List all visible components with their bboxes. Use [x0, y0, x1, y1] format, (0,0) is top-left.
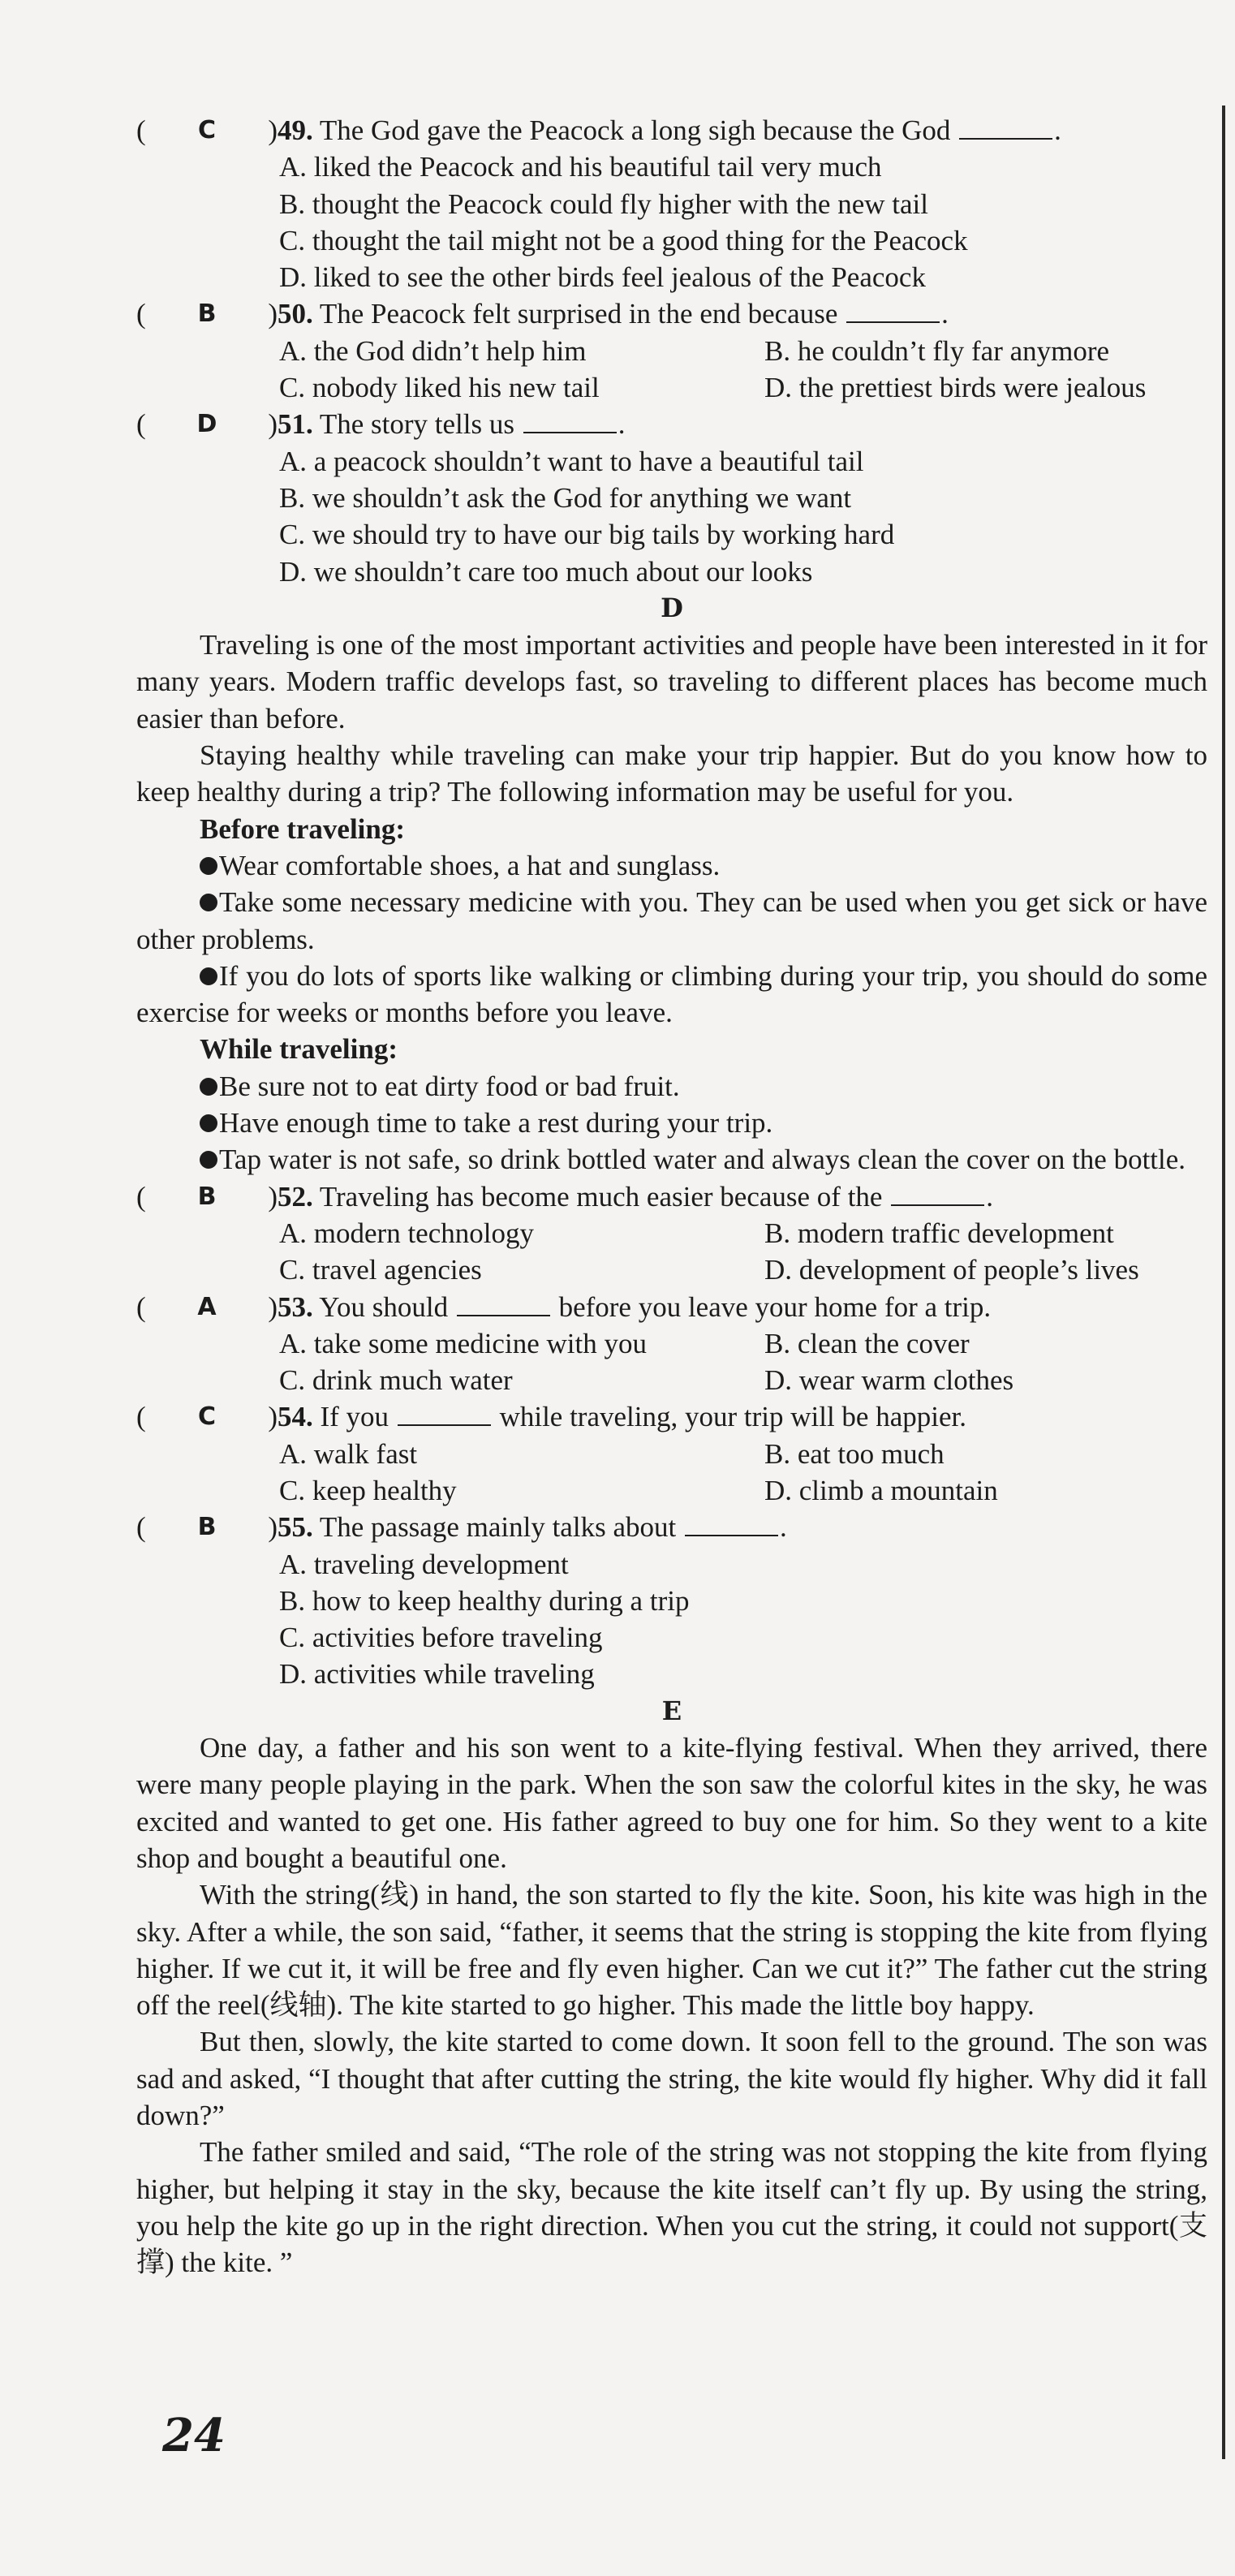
question-number: 55. [278, 1511, 313, 1544]
bullet-dot-icon [200, 967, 217, 985]
option-c: C. nobody liked his new tail [279, 372, 600, 404]
option-d: D. wear warm clothes [764, 1364, 1014, 1397]
bullet-item: Be sure not to eat dirty food or bad fruit. [136, 1068, 1207, 1105]
right-margin-rule [1222, 106, 1225, 2459]
question-stem: You should [312, 1290, 455, 1323]
question-stem: If you [312, 1401, 396, 1433]
answer-mark: C [197, 1402, 217, 1432]
option-a: A. traveling development [279, 1548, 569, 1580]
paragraph: Traveling is one of the most important activities and people have been interested in it for many years. Modern traffic develops fast, so traveling to different places has become much easier than before. [136, 629, 1207, 734]
answer-paren: ( A ) [136, 1289, 278, 1325]
bullet-dot-icon [200, 894, 217, 911]
answer-blank [523, 407, 617, 433]
option-d: D. development of people’s lives [764, 1254, 1139, 1286]
answer-mark: B [197, 1182, 217, 1211]
option-a: A. modern technology [279, 1217, 534, 1249]
option-c: C. thought the tail might not be a good thing for the Peacock [279, 224, 968, 256]
option-b: B. thought the Peacock could fly higher with the new tail [279, 187, 928, 220]
option-a: A. walk fast [279, 1437, 418, 1470]
question-number: 54. [278, 1401, 313, 1433]
option-b: B. modern traffic development [764, 1217, 1114, 1249]
question-number: 52. [278, 1180, 313, 1213]
option-b: B. eat too much [764, 1437, 945, 1470]
option-a: A. liked the Peacock and his beautiful tail very much [279, 151, 882, 183]
paragraph: Staying healthy while traveling can make your trip happier. But do you know how to keep healthy during a trip? The following information may be useful for you. [136, 739, 1207, 808]
answer-blank [685, 1510, 778, 1536]
option-b: B. he couldn’t fly far anymore [764, 334, 1110, 367]
page-content [136, 112, 1207, 2281]
subheading-before-traveling: Before traveling: [200, 812, 406, 845]
question-50: ( B ) 50. The Peacock felt surprised in the end because . [136, 295, 1207, 332]
bullet-dot-icon [200, 857, 217, 875]
subheading-while-traveling: While traveling: [200, 1033, 398, 1066]
answer-mark: A [197, 1292, 217, 1321]
bullet-dot-icon [200, 1151, 217, 1169]
answer-paren: ( B ) [136, 295, 278, 332]
answer-mark: C [197, 116, 217, 144]
option-c: C. drink much water [279, 1364, 513, 1397]
answer-paren: ( D ) [136, 406, 278, 442]
bullet-dot-icon [200, 1078, 217, 1096]
answer-blank [457, 1290, 550, 1316]
answer-paren: ( C ) [136, 1398, 278, 1435]
question-number: 53. [278, 1290, 313, 1323]
question-number: 50. [278, 298, 313, 330]
question-53 [136, 1289, 1207, 1325]
option-c: C. keep healthy [279, 1474, 457, 1506]
question-stem: Traveling has become much easier because of the [312, 1180, 890, 1213]
option-a: A. the God didn’t help him [279, 334, 587, 367]
answer-paren: ( C ) [136, 112, 278, 149]
question-number: 51. [278, 408, 313, 441]
paragraph: With the string(线) in hand, the son started to fly the kite. Soon, his kite was high in the sky. After a while, the son said, “father, it seems that the string is stopping the kite from flying higher. If we cut it, it will be free and fly even higher. Can we cut it?” The father cut the string off the reel(线轴). The kite started to go higher. This made the little boy happy. [136, 1879, 1207, 2022]
bullet-item: Take some necessary medicine with you. They can be used when you get sick or have other problems. [136, 886, 1207, 955]
bullet-item: If you do lots of sports like walking or climbing during your trip, you should do some exercise for weeks or months before you leave. [136, 959, 1207, 1029]
option-d: D. the prettiest birds were jealous [764, 372, 1147, 404]
question-stem: The Peacock felt surprised in the end because [312, 298, 846, 330]
question-stem: The God gave the Peacock a long sigh because the God [312, 114, 958, 146]
answer-paren: ( B ) [136, 1178, 278, 1215]
answer-blank [398, 1400, 491, 1426]
question-51: ( D ) 51. The story tells us . [136, 406, 1207, 442]
option-c: C. travel agencies [279, 1254, 482, 1286]
option-d: D. we shouldn’t care too much about our looks [279, 555, 813, 588]
question-stem-tail: before you leave your home for a trip. [551, 1290, 992, 1323]
bullet-item: Have enough time to take a rest during your trip. [136, 1105, 1207, 1141]
option-b: B. clean the cover [764, 1327, 970, 1359]
section-heading-e: E [661, 1695, 682, 1726]
option-b: B. how to keep healthy during a trip [279, 1584, 690, 1617]
bullet-item: Wear comfortable shoes, a hat and sunglass. [136, 847, 1207, 884]
answer-paren: ( B ) [136, 1509, 278, 1545]
question-stem: The story tells us [312, 408, 522, 441]
bullet-dot-icon [200, 1114, 217, 1132]
option-d: D. liked to see the other birds feel jealous of the Peacock [279, 261, 926, 294]
answer-mark: D [196, 410, 217, 439]
question-54 [136, 1398, 1207, 1435]
question-52: ( B ) 52. Traveling has become much easier because of the . [136, 1178, 1207, 1215]
bullet-item: Tap water is not safe, so drink bottled water and always clean the cover on the bottle. [136, 1141, 1207, 1178]
question-49: ( C ) 49. The God gave the Peacock a long sigh because the God . [136, 112, 1207, 149]
option-b: B. we shouldn’t ask the God for anything we want [279, 481, 852, 514]
answer-blank [959, 114, 1052, 140]
question-stem: The passage mainly talks about [312, 1511, 683, 1544]
answer-mark: B [197, 299, 217, 329]
section-heading-d: D [661, 592, 683, 623]
option-a: A. take some medicine with you [279, 1327, 647, 1359]
answer-blank [846, 297, 940, 323]
paragraph: But then, slowly, the kite started to come down. It soon fell to the ground. The son was sad and asked, “I thought that after cutting the string, the kite would fly higher. Why did it fall down?” [136, 2026, 1207, 2132]
option-c: C. we should try to have our big tails by working hard [279, 519, 895, 551]
question-number: 49. [278, 114, 313, 146]
answer-mark: B [197, 1513, 217, 1542]
question-55: ( B ) 55. The passage mainly talks about . [136, 1509, 1207, 1545]
question-stem-tail: while traveling, your trip will be happier. [492, 1401, 966, 1433]
option-d: D. climb a mountain [764, 1474, 998, 1506]
answer-blank [891, 1180, 984, 1206]
page-number: 24 [162, 2409, 226, 2462]
option-c: C. activities before traveling [279, 1622, 603, 1654]
paragraph: The father smiled and said, “The role of the string was not stopping the kite from flying higher, but helping it stay in the sky, because the kite itself can’t fly up. By using the string, you help the kite go up in the right direction. When you cut the string, it could not support(支撑) the kite. ” [136, 2136, 1207, 2279]
paragraph: One day, a father and his son went to a kite-flying festival. When they arrived, there were many people playing in the park. When the son saw the colorful kites in the sky, he was excited and wanted to get one. His father agreed to buy one for him. So they went to a kite shop and bought a beautiful one. [136, 1732, 1207, 1874]
option-a: A. a peacock shouldn’t want to have a beautiful tail [279, 445, 864, 477]
option-d: D. activities while traveling [279, 1658, 595, 1691]
